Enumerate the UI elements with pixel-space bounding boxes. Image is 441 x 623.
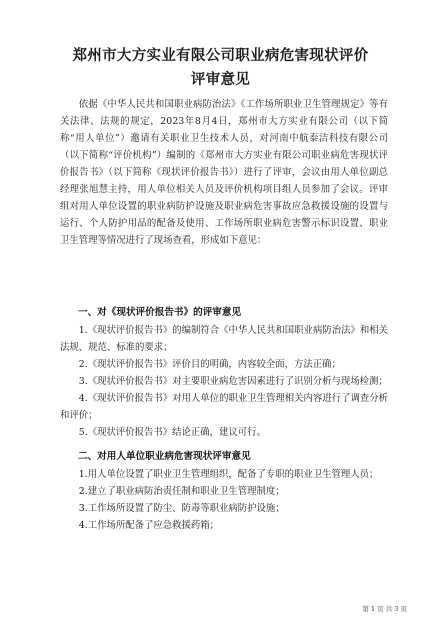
list-item: 3.工作场所设置了防尘、防毒等职业病防护设施；	[78, 503, 285, 514]
section2-heading: 二、对用人单位职业病危害现状评审意见	[78, 451, 251, 462]
list-item: 2.建立了职业病防治责任制和职业卫生管理制度；	[78, 486, 285, 497]
list-item: 1.《现状评价报告书》的编制符合《中华人民共和国职业病防治法》和相关法规、规范、标准的要求；	[60, 325, 388, 353]
intro-paragraph: 依据《中华人民共和国职业病防治法》《工作场所职业卫生管理规定》等有关法律、法规的规定，2023年8月4日，郑州市大方实业有限公司（以下简称“用人单位”）邀请有关职业卫生技术人员，对河南中航泰洁科技有限公司（以下简称“评价机构”）编制的《郑州市大方实业有限公司职业病危害现状评价报告书》（以下简称《现状评价报告书》）进行了评审，会议由用人单位副总经理张旭慧主持，用人单位相关人员及评价机构项目组人员参加了会议。评审组对用人单位设置的职业病防护设施及职业病危害事故应急救援设施的设置与运行、个人防护用品的配备及使用、工作场所职业病危害警示标识设置、职业卫生管理等情况进行了现场查看，形成如下意见：	[60, 99, 388, 246]
list-item: 5.《现状评价报告书》结论正确，建议可行。	[78, 427, 266, 438]
section1-list	[60, 322, 388, 441]
list-item: 4.《现状评价报告书》对用人单位的职业卫生管理相关内容进行了调查分析和评价；	[60, 393, 388, 421]
list-item: 4.工作场所配备了应急救援药箱；	[78, 520, 219, 531]
page-number: 第 1 页 共 3 页	[362, 605, 407, 613]
list-item: 2.《现状评价报告书》评价目的明确，内容较全面，方法正确；	[78, 359, 341, 370]
list-item: 1.用人单位设置了职业卫生管理组织，配备了专职的职业卫生管理人员；	[78, 469, 379, 480]
section2-list	[60, 466, 388, 534]
list-item: 3.《现状评价报告书》对主要职业病危害因素进行了识别分析与现场检测；	[78, 376, 388, 387]
document-title: 郑州市大方实业有限公司职业病危害现状评价	[72, 47, 369, 64]
document-subtitle: 评审意见	[190, 71, 251, 88]
section1-heading: 一、对《现状评价报告书》的评审意见	[78, 307, 242, 318]
